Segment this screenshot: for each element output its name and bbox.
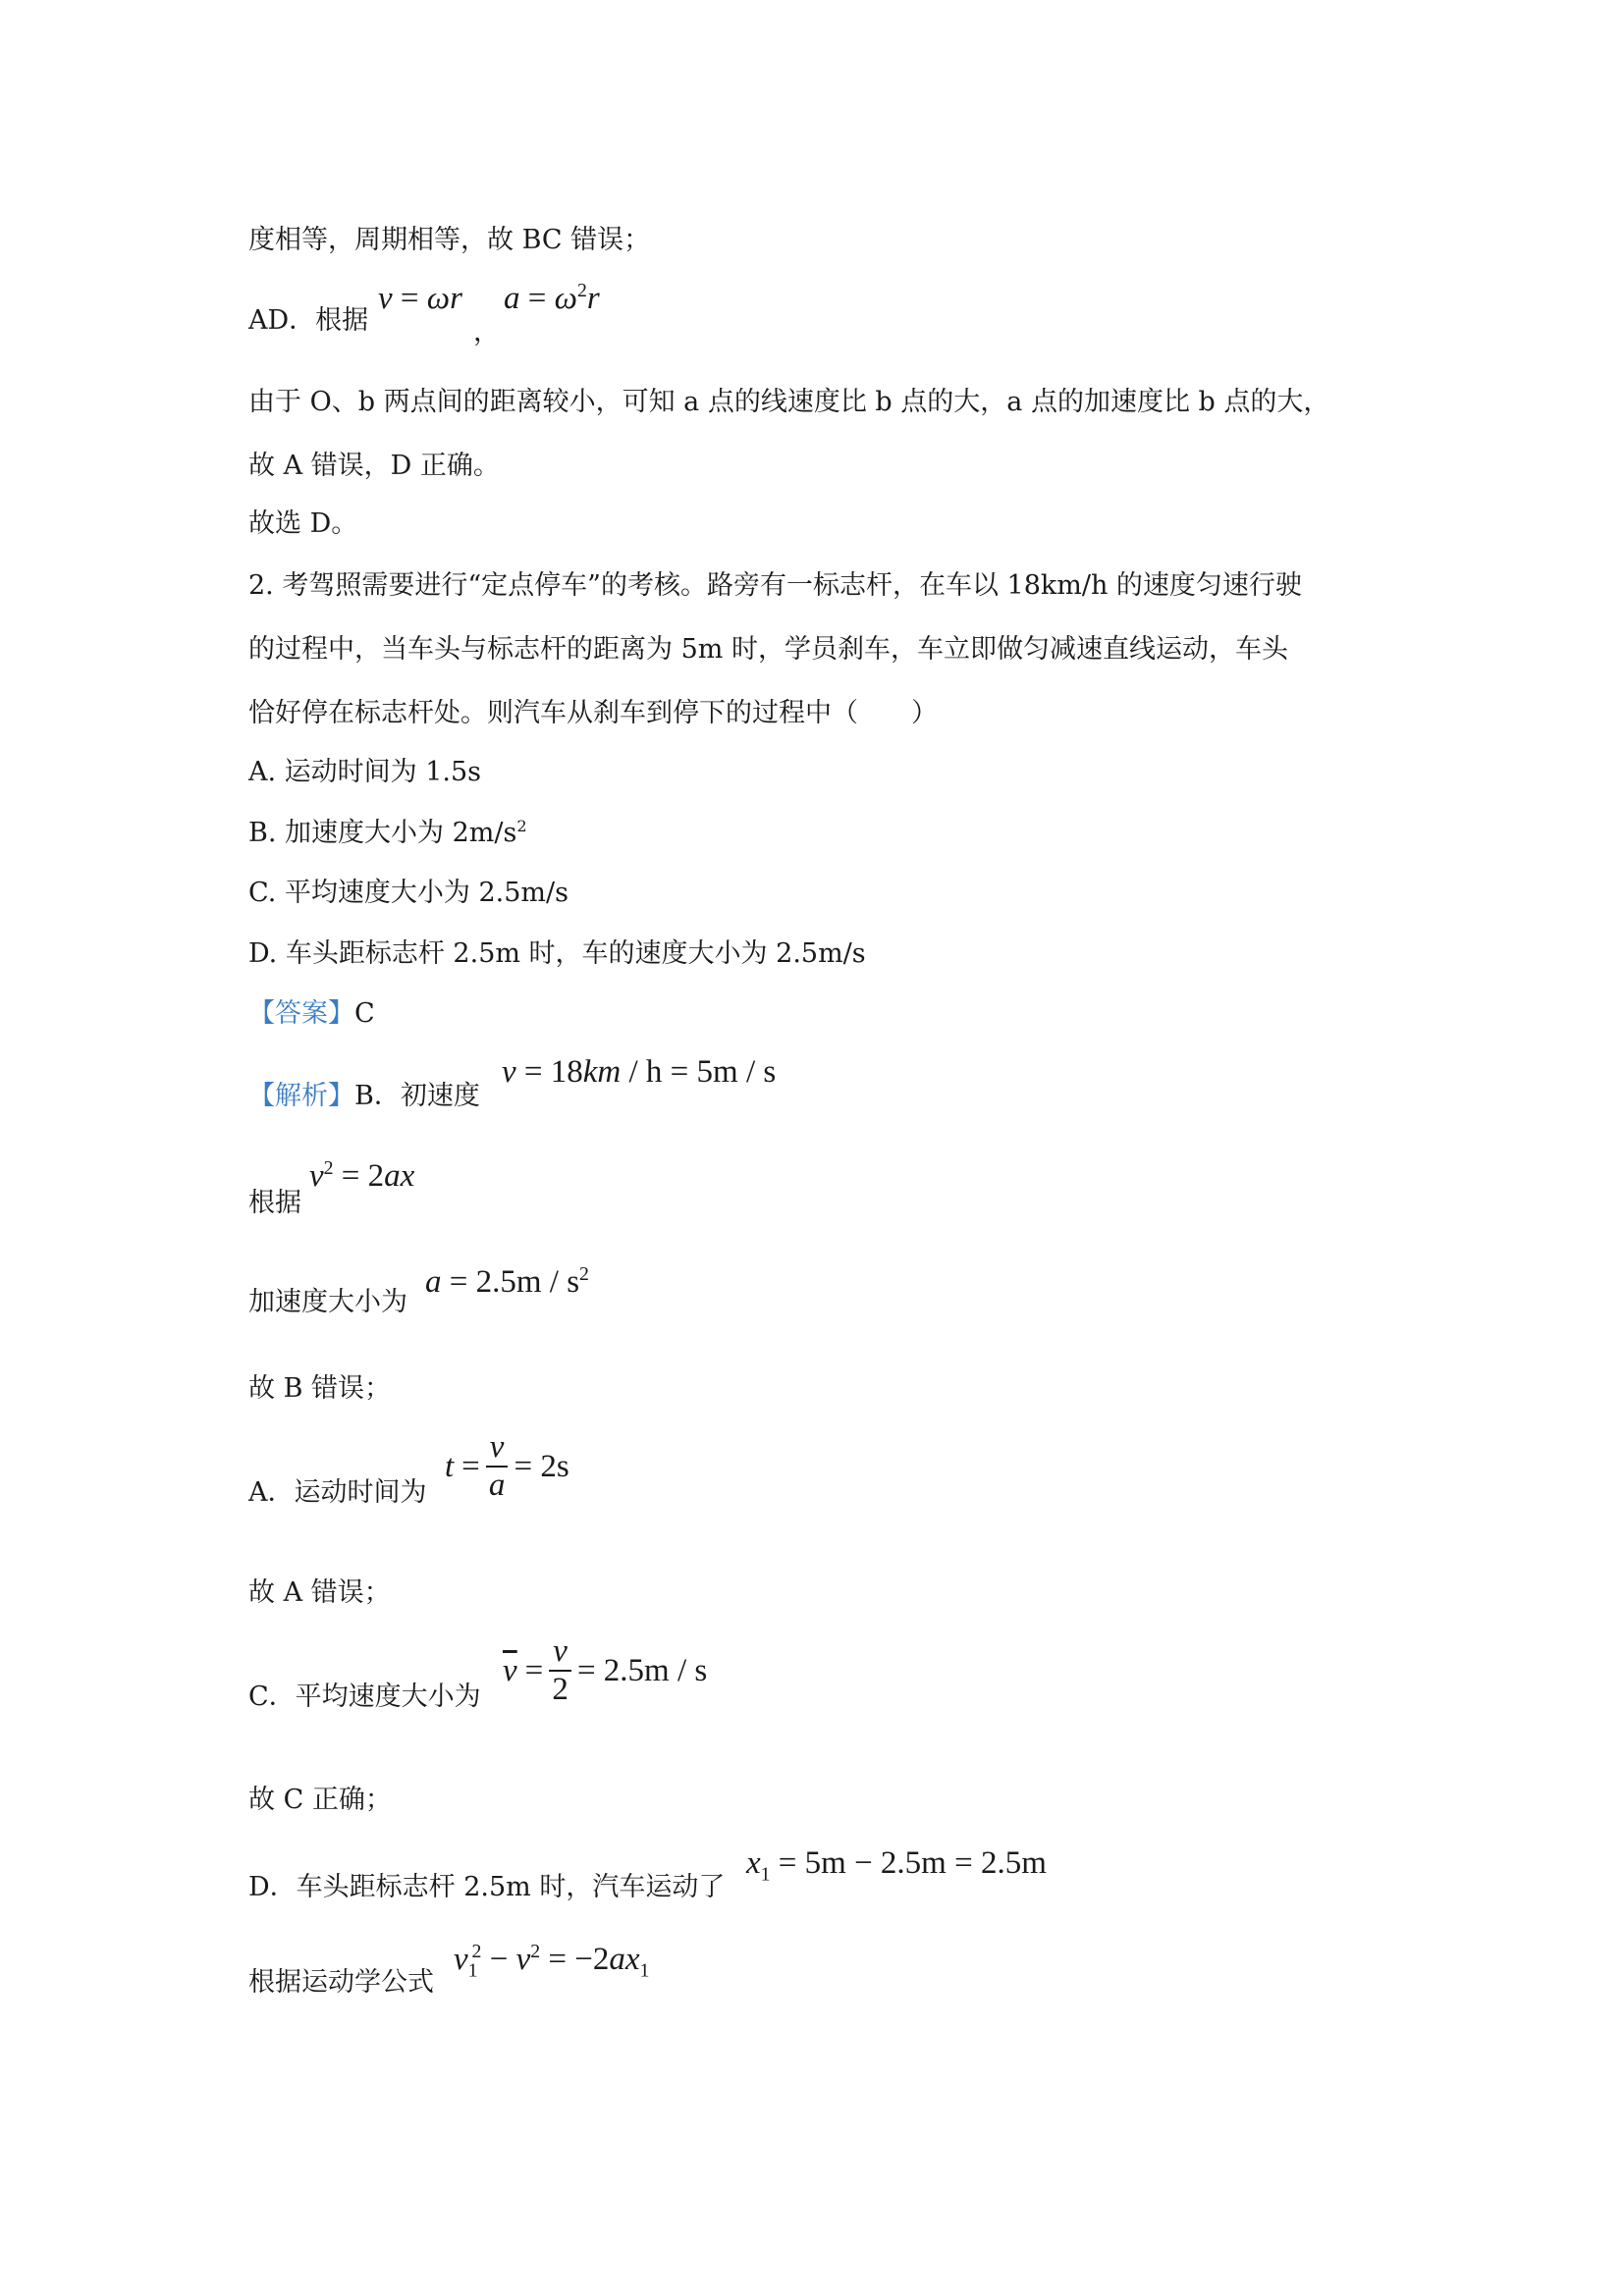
option-b <box>248 817 527 850</box>
s6: C．平均速度大小为 <box>248 1682 481 1712</box>
s4: A．运动时间为 <box>248 1477 427 1508</box>
analysis-text: B．初速度 <box>354 1081 480 1111</box>
l4: 故 A 错误，D 正确。 <box>248 451 500 481</box>
l1: 度相等，周期相等，故 BC 错误； <box>248 225 651 255</box>
formula-kinematic: $v_1^2 - v^2 = -2ax_1$ <box>454 1941 650 1982</box>
option-a: A. 运动时间为 1.5s <box>248 757 482 787</box>
formula-t: t = $\frac{v}{a}$ = 2s <box>445 1429 569 1503</box>
q2-line1: 2. 考驾照需要进行“定点停车”的考核。路旁有一标志杆，在车以 18km/h 的速度匀速行驶 <box>248 570 1302 601</box>
q2-line3: 恰好停在标志杆处。则汽车从刹车到停下的过程中（ ） <box>248 698 938 728</box>
s8: D．车头距标志杆 2.5m 时，汽车运动了 <box>248 1872 726 1902</box>
s7: 故 C 正确； <box>248 1785 392 1815</box>
s2: 加速度大小为 <box>248 1287 407 1317</box>
option-b-text: B. 加速度大小为 2m/s <box>248 818 517 848</box>
formula-a-omega2-r: $a = \omega^2r$ <box>504 280 600 316</box>
option-c: C. 平均速度大小为 2.5m/s <box>248 878 568 908</box>
l2 <box>248 304 368 338</box>
formula-comma: ， <box>473 317 500 347</box>
q2-line2: 的过程中，当车头与标志杆的距离为 5m 时，学员刹车，车立即做匀减速直线运动，车头 <box>248 634 1288 665</box>
l5: 故选 D。 <box>248 508 358 539</box>
formula-v-omega-r: v = ωr <box>378 281 462 316</box>
answer-line <box>248 997 375 1031</box>
formula-a-value: $a = 2.5m / s^2$ <box>425 1263 589 1300</box>
option-b-sup: 2 <box>516 817 527 835</box>
analysis-line <box>248 1080 480 1113</box>
analysis-tag: 【解析】 <box>248 1081 354 1111</box>
option-d: D. 车头距标志杆 2.5m 时，车的速度大小为 2.5m/s <box>248 938 866 969</box>
formula-v-initial: v = 18km / h = 5m / s <box>502 1054 777 1090</box>
formula-x1: $x_1 = 5m - 2.5m = 2.5m$ <box>746 1845 1047 1886</box>
s1: 根据 <box>248 1188 301 1218</box>
l2-prefix: AD．根据 <box>248 305 369 336</box>
s5: 故 A 错误； <box>248 1577 391 1608</box>
formula-v2-2ax: $v^2 = 2ax$ <box>309 1157 415 1194</box>
s3: 故 B 错误； <box>248 1373 392 1404</box>
l3: 由于 O、b 两点间的距离较小，可知 a 点的线速度比 b 点的大，a 点的加速度比 b 点的大， <box>248 387 1330 417</box>
answer-value: C <box>354 998 375 1029</box>
answer-tag: 【答案】 <box>248 998 354 1029</box>
formula-vbar: $\overline{v}$ = $\frac{v}{2}$ = 2.5m / s <box>503 1633 708 1707</box>
s9: 根据运动学公式 <box>248 1967 434 1998</box>
